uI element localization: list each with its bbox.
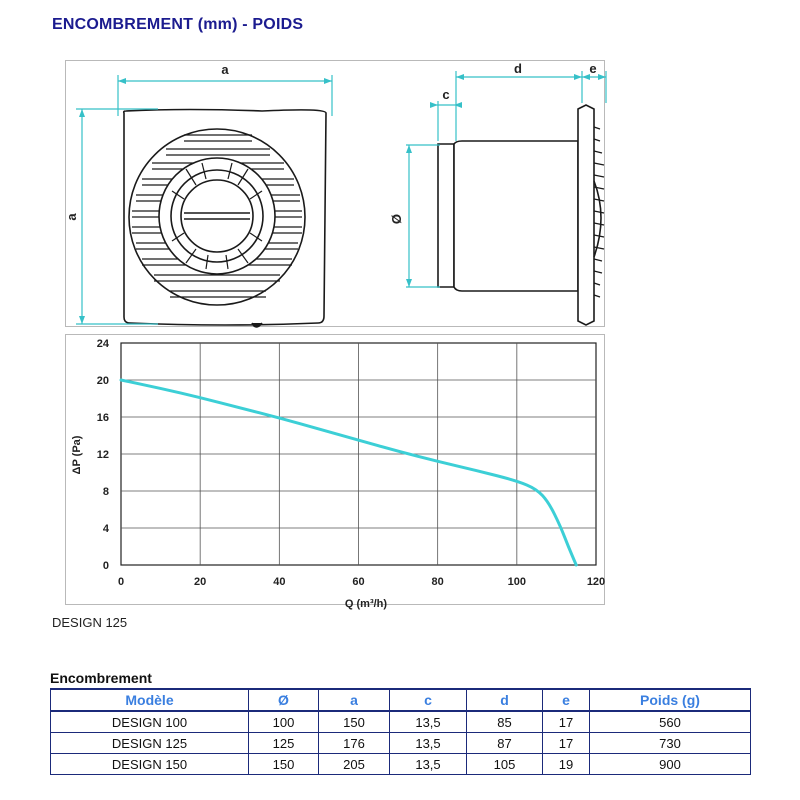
chart-grid <box>121 343 596 565</box>
dimension-drawing <box>66 61 606 328</box>
cell-weight: 900 <box>590 754 751 775</box>
cell-diameter: 150 <box>249 754 319 775</box>
dimension-label-e: e <box>589 61 597 76</box>
dimension-label-diameter: Ø <box>389 213 404 225</box>
y-tick-label: 16 <box>96 412 109 424</box>
page-title: ENCOMBREMENT (mm) - POIDS <box>52 16 304 33</box>
dimensions-table <box>50 688 751 775</box>
cell-model: DESIGN 150 <box>51 754 249 775</box>
cell-c: 13,5 <box>390 733 467 754</box>
cell-model: DESIGN 125 <box>51 733 249 754</box>
cell-weight: 560 <box>590 711 751 733</box>
cell-a: 176 <box>319 733 390 754</box>
x-tick-label: 60 <box>352 576 365 588</box>
table-row <box>51 711 751 733</box>
table-header-row <box>51 689 751 711</box>
y-tick-label: 4 <box>102 523 109 535</box>
x-tick-label: 0 <box>117 576 125 588</box>
dimension-label-a-top: a <box>221 62 229 77</box>
cell-diameter: 125 <box>249 733 319 754</box>
x-tick-label: 40 <box>273 576 286 588</box>
chart-ticks <box>97 338 605 588</box>
header-c: c <box>390 689 467 711</box>
header-weight: Poids (g) <box>590 689 751 711</box>
x-tick-label: 80 <box>431 576 444 588</box>
dimension-label-d: d <box>514 61 522 76</box>
table-row <box>51 754 751 775</box>
table-title: Encombrement <box>50 670 152 686</box>
dimension-label-a-side: a <box>64 213 79 221</box>
table-row <box>51 733 751 754</box>
y-tick-label: 24 <box>96 338 109 350</box>
chart-series <box>121 380 576 565</box>
dimension-drawing-frame <box>65 60 605 327</box>
cell-c: 13,5 <box>390 754 467 775</box>
cell-e: 17 <box>543 733 590 754</box>
header-diameter: Ø <box>249 689 319 711</box>
y-tick-label: 20 <box>96 375 109 387</box>
pressure-flow-chart <box>66 335 606 610</box>
y-axis-label: ΔP (Pa) <box>71 435 83 475</box>
x-tick-label: 120 <box>586 576 606 588</box>
cell-d: 87 <box>467 733 543 754</box>
pressure-flow-curve <box>121 380 576 565</box>
header-a: a <box>319 689 390 711</box>
cell-c: 13,5 <box>390 711 467 733</box>
cell-weight: 730 <box>590 733 751 754</box>
front-view <box>124 110 326 328</box>
header-model: Modèle <box>51 689 249 711</box>
y-tick-label: 12 <box>96 449 109 461</box>
y-tick-label: 0 <box>102 560 109 572</box>
x-axis-label: Q (m³/h) <box>344 598 388 610</box>
header-e: e <box>543 689 590 711</box>
cell-a: 205 <box>319 754 390 775</box>
y-tick-label: 8 <box>102 486 109 498</box>
cell-d: 105 <box>467 754 543 775</box>
x-tick-label: 100 <box>507 576 527 588</box>
header-d: d <box>467 689 543 711</box>
cell-diameter: 100 <box>249 711 319 733</box>
pressure-flow-chart-frame <box>65 334 606 610</box>
dimension-label-c: c <box>442 87 450 102</box>
cell-model: DESIGN 100 <box>51 711 249 733</box>
cell-a: 150 <box>319 711 390 733</box>
x-tick-label: 20 <box>194 576 207 588</box>
side-view <box>438 105 604 325</box>
model-caption: DESIGN 125 <box>52 615 128 630</box>
cell-e: 19 <box>543 754 590 775</box>
cell-e: 17 <box>543 711 590 733</box>
cell-d: 85 <box>467 711 543 733</box>
